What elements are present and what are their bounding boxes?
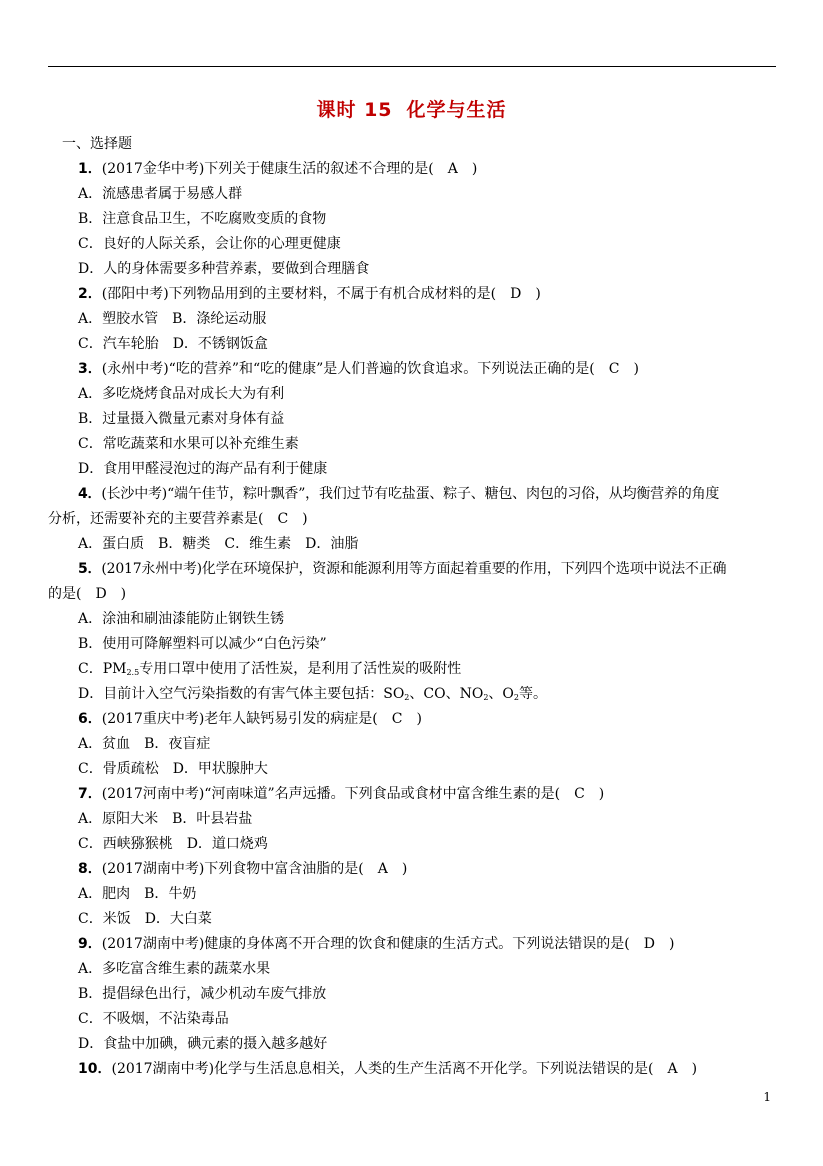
q9-option-a: A．多吃富含维生素的蔬菜水果 <box>78 961 271 977</box>
header-rule <box>48 66 776 67</box>
question-3: 3．(永州中考)“吃的营养”和“吃的健康”是人们普遍的饮食追求。下列说法正确的是( C ) <box>78 361 639 377</box>
q3-option-c: C．常吃蔬菜和水果可以补充维生素 <box>78 436 299 452</box>
q5-option-a: A．涂油和刷油漆能防止钢铁生锈 <box>78 611 285 627</box>
section-heading: 一、选择题 <box>62 136 132 152</box>
question-2: 2．(邵阳中考)下列物品用到的主要材料，不属于有机合成材料的是( D ) <box>78 286 541 302</box>
question-9: 9．(2017湖南中考)健康的身体离不开合理的饮食和健康的生活方式。下列说法错误的是( D ) <box>78 936 675 952</box>
q5-option-d: D．目前计入空气污染指数的有害气体主要包括：$SO_2$、CO、$NO_2$、$O_2$等。 <box>78 686 547 702</box>
title-topic: 化学与生活 <box>406 99 507 121</box>
q5-option-b: B．使用可降解塑料可以减少“白色污染” <box>78 636 327 652</box>
page-title <box>0 95 823 122</box>
q9-option-c: C．不吸烟，不沾染毒品 <box>78 1011 229 1027</box>
question-list <box>48 132 778 1082</box>
q6-options-ab: A．贫血 B．夜盲症 <box>78 736 211 752</box>
page-number: 1 <box>763 1090 771 1104</box>
q2-options-ab: A．塑胶水管 B．涤纶运动服 <box>78 311 267 327</box>
q8-options-ab: A．肥肉 B．牛奶 <box>78 886 197 902</box>
q8-options-cd: C．米饭 D．大白菜 <box>78 911 212 927</box>
question-5-cont: 的是( D ) <box>48 586 127 602</box>
q3-option-d: D．食用甲醛浸泡过的海产品有利于健康 <box>78 461 328 477</box>
q1-option-b: B．注意食品卫生，不吃腐败变质的食物 <box>78 211 327 227</box>
question-8: 8．(2017湖南中考)下列食物中富含油脂的是( A ) <box>78 861 408 877</box>
question-5: 5．(2017永州中考)化学在环境保护，资源和能源利用等方面起着重要的作用，下列四个选项中说法不正确 <box>78 561 727 577</box>
q6-options-cd: C．骨质疏松 D．甲状腺肿大 <box>78 761 268 777</box>
q3-option-b: B．过量摄入微量元素对身体有益 <box>78 411 285 427</box>
q7-options-cd: C．西峡猕猴桃 D．道口烧鸡 <box>78 836 268 852</box>
question-1: 1．(2017金华中考)下列关于健康生活的叙述不合理的是( A ) <box>78 161 478 177</box>
q1-option-a: A．流感患者属于易感人群 <box>78 186 243 202</box>
q5-option-c: C．$PM_{2.5}$专用口罩中使用了活性炭，是利用了活性炭的吸附性 <box>78 661 462 677</box>
question-7: 7．(2017河南中考)“河南味道”名声远播。下列食品或食材中富含维生素的是( C ) <box>78 786 605 802</box>
question-6: 6．(2017重庆中考)老年人缺钙易引发的病症是( C ) <box>78 711 422 727</box>
question-10: 10．(2017湖南中考)化学与生活息息相关，人类的生产生活离不开化学。下列说法错误的是( A ) <box>78 1061 698 1077</box>
q9-option-b: B．提倡绿色出行，减少机动车废气排放 <box>78 986 327 1002</box>
question-4: 4．(长沙中考)“端午佳节，粽叶飘香”，我们过节有吃盐蛋、粽子、糖包、肉包的习俗，从均衡营养的角度 <box>78 486 720 502</box>
q3-option-a: A．多吃烧烤食品对成长大为有利 <box>78 386 285 402</box>
question-4-cont: 分析，还需要补充的主要营养素是( C ) <box>48 511 308 527</box>
q1-option-c: C．良好的人际关系，会让你的心理更健康 <box>78 236 341 252</box>
q9-option-d: D．食盐中加碘，碘元素的摄入越多越好 <box>78 1036 328 1052</box>
title-lesson: 课时 15 <box>316 99 393 121</box>
q4-options: A．蛋白质 B．糖类 C．维生素 D．油脂 <box>78 536 359 552</box>
q1-option-d: D．人的身体需要多种营养素，要做到合理膳食 <box>78 261 370 277</box>
q7-options-ab: A．原阳大米 B．叶县岩盐 <box>78 811 253 827</box>
q2-options-cd: C．汽车轮胎 D．不锈钢饭盒 <box>78 336 268 352</box>
